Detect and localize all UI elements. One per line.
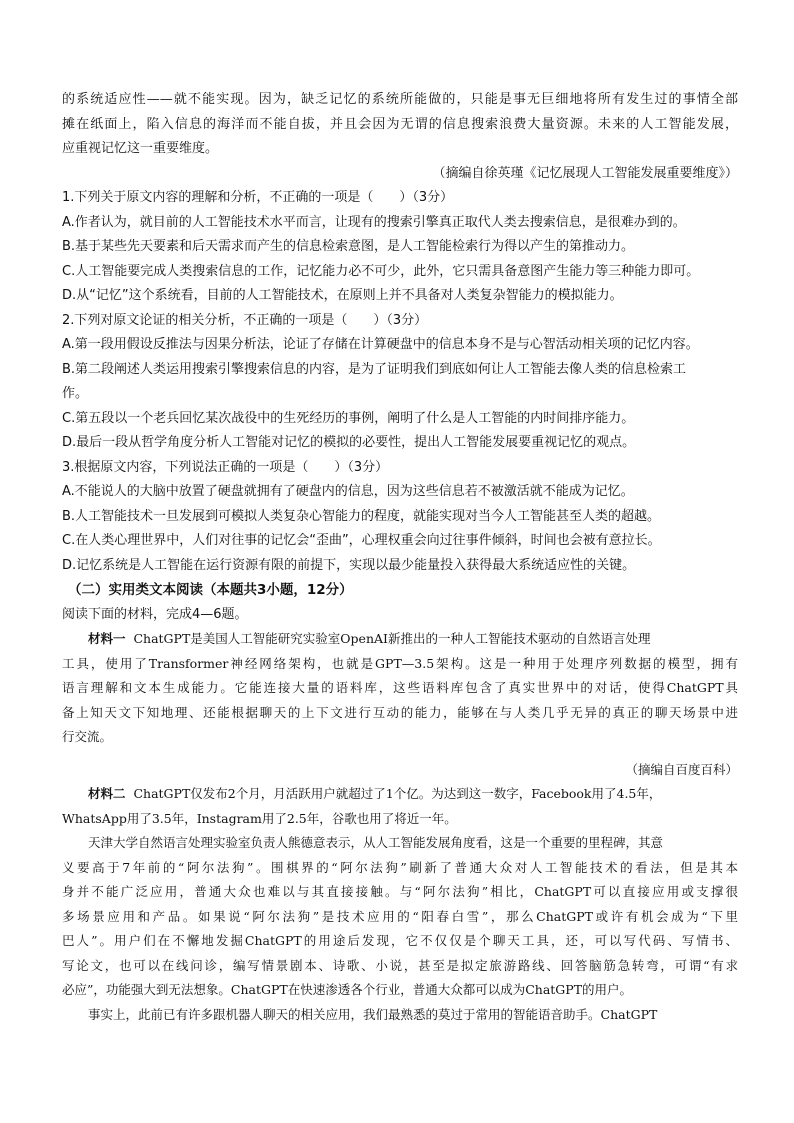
option-d: D.最后一段从哲学角度分析人工智能对记忆的模拟的必要性，提出人工智能发展要重视记忆的观点。 xyxy=(62,435,636,450)
material-line: 写论文，也可以在线问诊，编写情景剧本、诗歌、小说，甚至是拟定旅游路线、回答脑筋急转弯，可谓“有求 xyxy=(62,957,738,973)
question-2 xyxy=(62,309,738,456)
option-b: B.第二段阐述人类运用搜索引擎搜索信息的内容，是为了证明我们到底如何让人工智能去像人类的信息检索工 xyxy=(62,361,687,377)
section-title: （二）实用类文本阅读（本题共3小题，12分） xyxy=(68,582,353,598)
passage-source: （摘编自徐英瑾《记忆展现人工智能发展重要维度》） xyxy=(432,165,738,181)
material-line: 必应”，功能强大到无法想象。ChatGPT在快速渗透各个行业，普通大众都可以成为ChatGPT的用户。 xyxy=(62,982,633,997)
material-label: 材料一 xyxy=(88,631,126,646)
material-source: （摘编自百度百科） xyxy=(625,761,738,777)
question-3 xyxy=(62,456,738,579)
material-line: 巴人”。用户们在不懈地发掘ChatGPT的用途后发现，它不仅仅是个聊天工具，还，可以写代码、写情书、 xyxy=(62,933,738,948)
section-instruction: 阅读下面的材料，完成4—6题。 xyxy=(62,606,248,622)
material-text: ChatGPT仅发布2个月，月活跃用户就超过了1个亿。为达到这一数字，Facebook用了4.5年， xyxy=(133,786,662,801)
option-a: A.第一段用假设反推法与因果分析法，论证了存储在计算硬盘中的信息本身不是与心智活动相关项的记忆内容。 xyxy=(62,337,699,352)
material-line: 备上知天文下知地理、还能根据聊天的上下文进行互动的能力，能够在与人类几乎无异的真正的聊天场景中进 xyxy=(62,704,738,720)
passage-line: 应重视记忆这一重要维度。 xyxy=(62,141,219,156)
material-line: 义要高于7年前的“阿尔法狗”。围棋界的“阿尔法狗”刷新了普通大众对人工智能技术的看法，但是其本 xyxy=(62,859,738,875)
option-d: D.从“记忆”这个系统看，目前的人工智能技术，在原则上并不具备对人类复杂智能力的模拟能力。 xyxy=(62,288,623,303)
material-line xyxy=(62,782,738,807)
passage1-tail xyxy=(62,88,738,186)
passage-line: 摊在纸面上，陷入信息的海洋而不能自拔，并且会因为无谓的信息搜索浪费大量资源。未来的人工智能发展， xyxy=(62,116,738,132)
material-line xyxy=(62,627,738,652)
option-d: D.记忆系统是人工智能在运行资源有限的前提下，实现以最少能量投入获得最大系统适应性的关键。 xyxy=(62,557,636,573)
material-line: 工具，使用了Transformer神经网络架构，也就是GPT—3.5架构。这是一种用于处理序列数据的模型，拥有 xyxy=(62,655,738,671)
question-stem: 1.下列关于原文内容的理解和分析，不正确的一项是（ ）（3分） xyxy=(62,190,454,205)
material-line: 语言理解和文本生成能力。它能连接大量的语料库，这些语料库包含了真实世界中的对话，使得ChatGPT具 xyxy=(62,680,738,695)
question-stem: 2.下列对原文论证的相关分析，不正确的一项是（ ）（3分） xyxy=(62,312,428,328)
option-a: A.作者认为，就目前的人工智能技术水平而言，让现有的搜索引擎真正取代人类去搜索信息，是很难办到的。 xyxy=(62,214,686,230)
material-line: 事实上，此前已有许多跟机器人聊天的相关应用，我们最熟悉的莫过于常用的智能语音助手。ChatGPT xyxy=(88,1006,658,1022)
option-c: C.在人类心理世界中，人们对往事的记忆会“歪曲”，心理权重会向过往事件倾斜，时间也会被有意拉长。 xyxy=(62,533,661,548)
material-2 xyxy=(62,782,738,1027)
material-label: 材料二 xyxy=(88,786,126,801)
question-stem: 3.根据原文内容，下列说法正确的一项是（ ）（3分） xyxy=(62,459,389,475)
material-line: 身并不能广泛应用，普通大众也难以与其直接接触。与“阿尔法狗”相比，ChatGPT可以直接应用或支撑很 xyxy=(62,884,738,899)
material-text: ChatGPT是美国人工智能研究实验室OpenAI新推出的一种人工智能技术驱动的自然语言处理 xyxy=(133,631,651,646)
option-b: B.基于某些先天要素和后天需求而产生的信息检索意图，是人工智能检索行为得以产生的第推动力。 xyxy=(62,239,635,254)
option-b: B.人工智能技术一旦发展到可模拟人类复杂心智能力的程度，就能实现对当今人工智能甚至人类的超越。 xyxy=(62,508,661,524)
option-c: C.人工智能要完成人类搜索信息的工作，记忆能力必不可少，此外，它只需具备意图产生能力等三种能力即可。 xyxy=(62,263,700,279)
question-1 xyxy=(62,186,738,309)
material-line: WhatsApp用了3.5年，Instagram用了2.5年，谷歌也用了将近一年。 xyxy=(62,810,457,826)
passage-line: 的系统适应性——就不能实现。因为，缺乏记忆的系统所能做的，只能是事无巨细地将所有发生过的事情全部 xyxy=(62,92,738,107)
material-line: 行交流。 xyxy=(62,729,113,744)
option-c: C.第五段以一个老兵回忆某次战役中的生死经历的事例，阐明了什么是人工智能的内时间排序能力。 xyxy=(62,410,635,426)
exam-page xyxy=(62,88,738,1027)
material-line: 天津大学自然语言处理实验室负责人熊德意表示，从人工智能发展角度看，这是一个重要的里程碑，其意 xyxy=(88,835,664,850)
option-b-continued: 作。 xyxy=(62,386,89,401)
material-1 xyxy=(62,627,738,782)
option-a: A.不能说人的大脑中放置了硬盘就拥有了硬盘内的信息，因为这些信息若不被激活就不能成为记忆。 xyxy=(62,484,634,499)
material-line: 多场景应用和产品。如果说“阿尔法狗”是技术应用的“阳春白雪”，那么ChatGPT或许有机会成为“下里 xyxy=(62,908,738,924)
